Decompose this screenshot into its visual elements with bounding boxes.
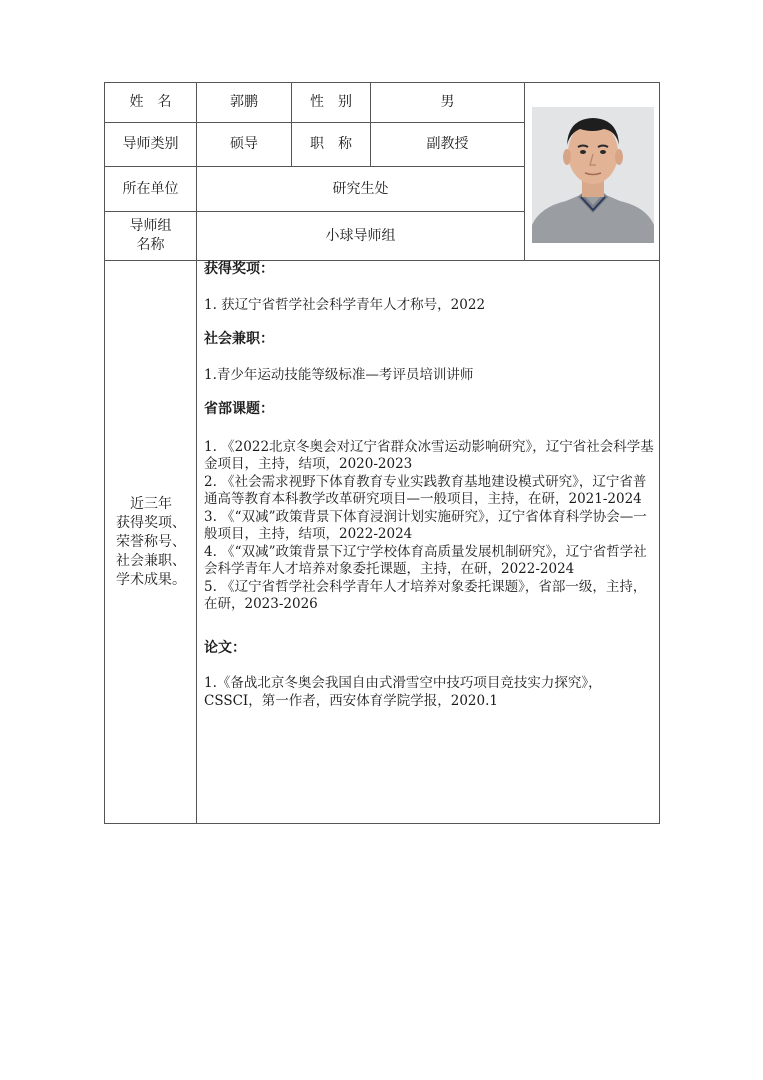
job-title-label: 职 称 [310,136,352,152]
side-label-line: 荣誉称号、 [116,534,186,550]
job-item: 1.青少年运动技能等级标准—考评员培训讲师 [204,366,474,383]
name-label: 姓 名 [129,94,172,110]
profile-table [104,82,660,824]
projects-heading: 省部课题： [204,401,274,417]
side-label-line: 获得奖项、 [116,515,186,531]
advisor-group-label [105,212,196,260]
project-item: 5. 《辽宁省哲学社会科学青年人才培养对象委托课题》，省部一级，主持，在研，2023-2026 [204,578,647,612]
advisor-type-label: 导师类别 [122,136,179,152]
job-title-value: 副教授 [426,136,469,152]
advisor-group-label-line2: 名称 [136,237,165,253]
project-item: 1. 《2022北京冬奥会对辽宁省群众冰雪运动影响研究》，辽宁省社会科学基金项目，主持，结项，2020-2023 [204,438,654,472]
project-item: 2. 《社会需求视野下体育教育专业实践教育基地建设模式研究》，辽宁省普通高等教育本科教学改革研究项目—一般项目，主持，在研，2021-2024 [204,473,647,507]
portrait-illustration [532,107,654,243]
side-label-line: 社会兼职、 [116,553,186,569]
awards-heading: 获得奖项： [204,261,274,277]
portrait-photo [532,107,654,243]
paper-item: 1.《备战北京冬奥会我国自由式滑雪空中技巧项目竞技实力探究》，CSSCI，第一作者，西安体育学院学报，2020.1 [204,675,602,709]
project-item: 3. 《“双减”政策背景下体育浸润计划实施研究》，辽宁省体育科学协会—一般项目，主持，结项，2022-2024 [204,508,647,542]
achievements-side-label [105,261,197,824]
gender-label: 性 别 [310,94,352,110]
side-label-line: 学术成果。 [116,572,186,588]
jobs-heading: 社会兼职： [204,331,274,347]
advisor-type-value: 硕导 [230,136,258,152]
unit-label: 所在单位 [122,180,179,197]
award-item: 1. 获辽宁省哲学社会科学青年人才称号，2022 [204,296,486,313]
advisor-group-value: 小球导师组 [325,227,396,244]
column-divider [524,83,525,260]
achievements-content [204,261,656,710]
project-item: 4. 《“双减”政策背景下辽宁学校体育高质量发展机制研究》，辽宁省哲学社会科学青年人才培养对象委托课题，主持，在研，2022-2024 [204,543,647,577]
side-label-line: 近三年 [130,496,172,512]
advisor-group-label-line1: 导师组 [129,218,172,234]
name-value: 郭鹏 [230,94,258,110]
papers-heading: 论文： [204,639,246,656]
gender-value: 男 [440,94,455,110]
unit-value: 研究生处 [332,180,389,197]
